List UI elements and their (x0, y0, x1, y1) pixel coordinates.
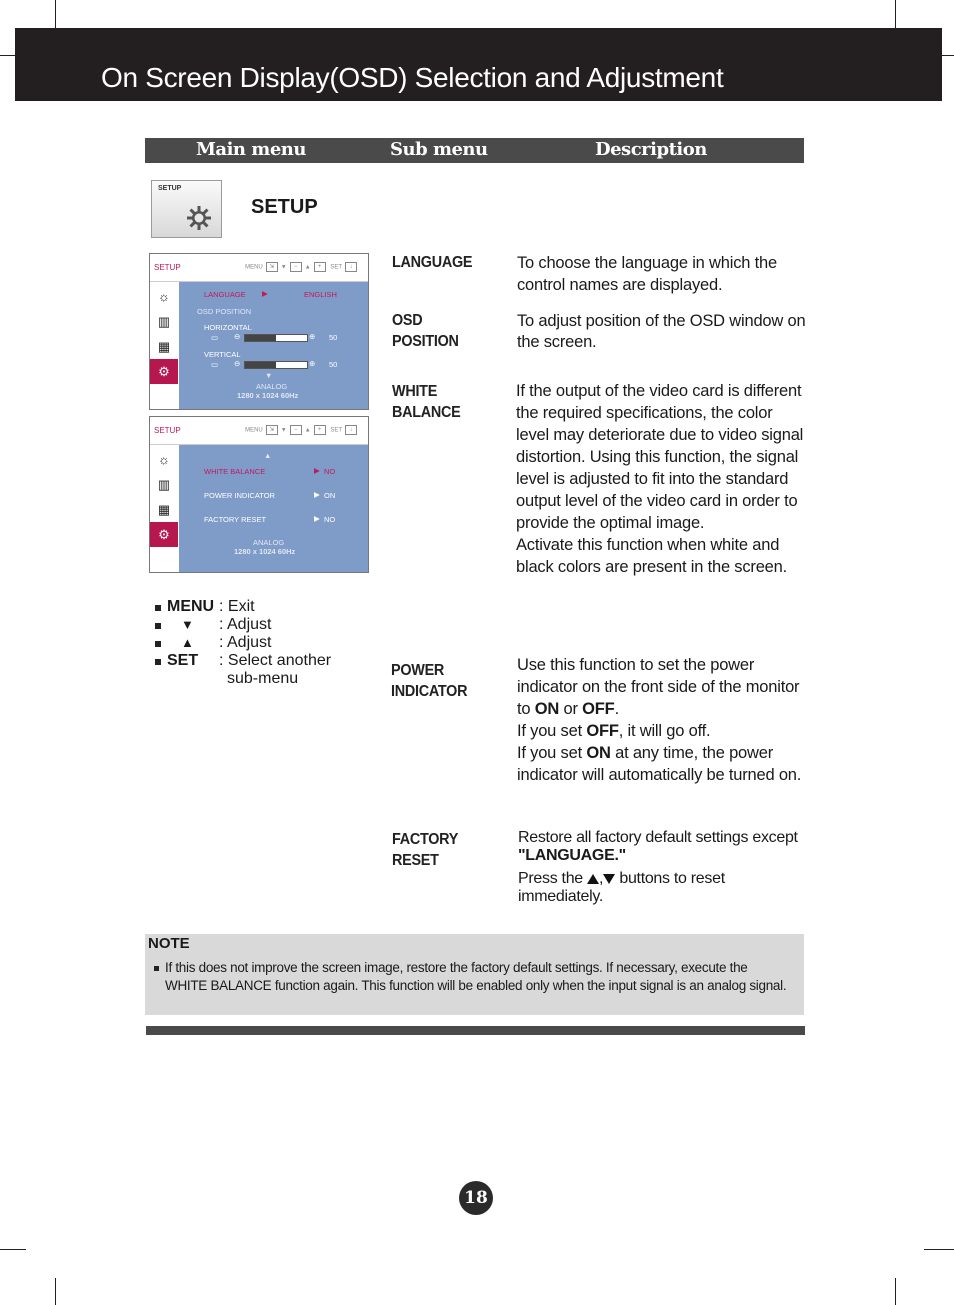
down-arrow-icon (603, 874, 615, 884)
osd-horizontal-label: HORIZONTAL (204, 323, 252, 332)
key-name: MENU (167, 598, 215, 615)
osd-horizontal-value: 50 (329, 333, 338, 342)
osd-top-bar (150, 417, 368, 445)
osd-vertical-label: VERTICAL (204, 350, 241, 359)
osd-panel (179, 445, 368, 572)
text-bold: OFF (586, 722, 619, 740)
submenu-power-indicator (391, 660, 467, 702)
vertical-slider (244, 361, 308, 369)
crop-mark (55, 1278, 56, 1305)
osd-menu-label: SETUP (154, 426, 181, 435)
factory-reset-description (518, 829, 818, 906)
factory-desc-press: Press the , buttons to reset (518, 870, 725, 887)
up-arrow-icon: ▲ (181, 635, 194, 650)
osd-screen-position (149, 253, 369, 410)
crop-mark (895, 0, 896, 28)
osd-item-label: FACTORY RESET (204, 515, 267, 524)
osd-screen-setup (149, 416, 369, 573)
submenu-line: WHITE (392, 383, 438, 400)
submenu-line: POWER (391, 662, 445, 679)
color-icon: ▥ (157, 313, 171, 329)
osd-menu-label: SETUP (154, 263, 181, 272)
osd-controls: MENU ⇲ ▼ − ▲ + SET ↓ (245, 425, 360, 435)
gear-icon (186, 205, 212, 231)
osd-position-description: To adjust position of the OSD window on the screen. (517, 312, 806, 351)
bottom-rule (146, 1026, 805, 1035)
text: , it will go off. (618, 722, 711, 740)
white-balance-desc-2: Activate this function when white and black colors are present in the screen. (516, 536, 788, 576)
osd-arrow-icon: ▶ (314, 466, 320, 475)
crop-mark (55, 0, 56, 28)
key-name: SET (167, 652, 199, 669)
tracking-icon: ▦ (157, 501, 171, 517)
osd-signal: ANALOG (256, 382, 288, 391)
crop-mark (895, 1278, 896, 1305)
osd-arrow-icon: ▶ (314, 490, 320, 499)
text: Press the (518, 870, 588, 887)
sub-menu-header: Sub menu (390, 139, 488, 160)
text-bold: ON (534, 700, 560, 718)
brightness-icon: ☼ (158, 289, 170, 304)
text-bold: OFF (582, 700, 615, 718)
submenu-line: BALANCE (392, 404, 461, 421)
osd-language-label: LANGUAGE (204, 290, 246, 299)
setup-gear-icon: ⚙ (150, 522, 178, 547)
key-desc: : Exit (219, 598, 255, 615)
page-number: 18 (459, 1181, 493, 1215)
note-bullet (154, 966, 159, 971)
power-desc-line (517, 720, 817, 742)
crop-mark (924, 1249, 954, 1250)
key-desc: : Select another (219, 652, 332, 669)
osd-menu-key: MENU (245, 427, 263, 434)
plus-icon: ⊕ (309, 359, 316, 368)
description-header: Description (595, 139, 707, 160)
text: at any time, the power indicator will automatically be turned on. (517, 744, 802, 784)
text: If you set (517, 744, 587, 762)
plus-icon: ⊕ (309, 332, 316, 341)
osd-arrow-icon: ▶ (314, 514, 320, 523)
osd-set-key: SET (330, 427, 342, 434)
language-description: To choose the language in which the control names are displayed. (517, 254, 777, 294)
power-desc-line (517, 654, 817, 720)
scroll-up-icon: ▲ (264, 451, 272, 460)
osd-top-bar (150, 254, 368, 282)
osd-resolution: 1280 x 1024 60Hz (237, 391, 299, 400)
submenu-language: LANGUAGE (392, 254, 473, 271)
osd-panel (179, 282, 368, 409)
osd-resolution: 1280 x 1024 60Hz (234, 547, 296, 556)
osd-item-value: ON (324, 491, 336, 500)
tracking-icon: ▦ (157, 338, 171, 354)
page-title: On Screen Display(OSD) Selection and Adjustment (101, 62, 724, 93)
text-bold: ON (586, 744, 611, 762)
color-icon: ▥ (157, 476, 171, 492)
factory-desc-language: "LANGUAGE." (518, 847, 626, 864)
main-menu-header: Main menu (196, 139, 306, 160)
note-title: NOTE (148, 935, 190, 952)
submenu-line: OSD (392, 312, 423, 329)
osd-vertical-value: 50 (329, 360, 338, 369)
text: If you set (517, 722, 587, 740)
osd-set-key: SET (330, 264, 342, 271)
submenu-line: FACTORY (392, 831, 459, 848)
submenu-line: RESET (392, 852, 439, 869)
white-balance-description (516, 380, 806, 578)
osd-language-value: ENGLISH (304, 290, 337, 299)
setup-icon-label: SETUP (158, 185, 182, 192)
note-text: If this does not improve the screen image, restore the factory default settings. If necessary, execute the WHITE BALANCE function again. This function will be enabled only when the input signal is an analog signal. (165, 960, 787, 993)
setup-menu-icon (151, 180, 222, 238)
up-arrow-icon (587, 874, 599, 884)
scroll-down-icon: ▼ (265, 371, 273, 380)
key-desc: : Adjust (219, 616, 272, 633)
osd-item-value: NO (324, 467, 336, 476)
crop-mark (942, 55, 954, 56)
submenu-line: INDICATOR (391, 683, 468, 700)
text: Use this function to set the power indicator on the front side of the monitor to (517, 656, 800, 718)
key-desc: : Adjust (219, 634, 272, 651)
column-header (145, 138, 804, 163)
osd-side-icons (150, 282, 178, 409)
crop-mark (0, 1249, 26, 1250)
factory-desc-line: Restore all factory default settings except (518, 829, 798, 846)
osd-item-label: POWER INDICATOR (204, 491, 275, 500)
minus-icon: ⊖ (234, 332, 241, 341)
power-desc-line (517, 742, 817, 786)
osd-arrow-icon: ▶ (262, 289, 268, 298)
power-indicator-description (517, 654, 817, 786)
monitor-icon: ▭ (211, 360, 219, 369)
submenu-line: POSITION (392, 333, 459, 350)
minus-icon: ⊖ (234, 359, 241, 368)
white-balance-desc-1: If the output of the video card is different the required specifications, the color level may deteriorate due to video signal distortion. Using this function, the signal level is adjusted to fit into the standard output level of the video card in order to provide the optimal image. (516, 382, 804, 532)
text: buttons to reset (615, 870, 725, 887)
setup-heading: SETUP (251, 196, 318, 218)
osd-side-icons (150, 445, 178, 572)
horizontal-slider (244, 334, 308, 342)
osd-position-label: OSD POSITION (197, 307, 252, 316)
submenu-white-balance (392, 381, 461, 423)
text: or (559, 700, 583, 718)
osd-signal: ANALOG (253, 538, 285, 547)
osd-menu-key: MENU (245, 264, 263, 271)
factory-desc-line: immediately. (518, 888, 604, 905)
key-desc-continuation: sub-menu (227, 670, 299, 687)
down-arrow-icon: ▼ (181, 617, 194, 632)
setup-gear-icon: ⚙ (150, 359, 178, 384)
osd-item-value: NO (324, 515, 336, 524)
osd-controls: MENU ⇲ ▼ − ▲ + SET ↓ (245, 262, 360, 272)
brightness-icon: ☼ (158, 452, 170, 467)
submenu-osd-position (392, 310, 459, 352)
text: . (614, 700, 619, 718)
submenu-factory-reset (392, 829, 458, 871)
crop-mark (0, 55, 15, 56)
monitor-icon: ▭ (211, 333, 219, 342)
osd-item-label: WHITE BALANCE (204, 467, 266, 476)
